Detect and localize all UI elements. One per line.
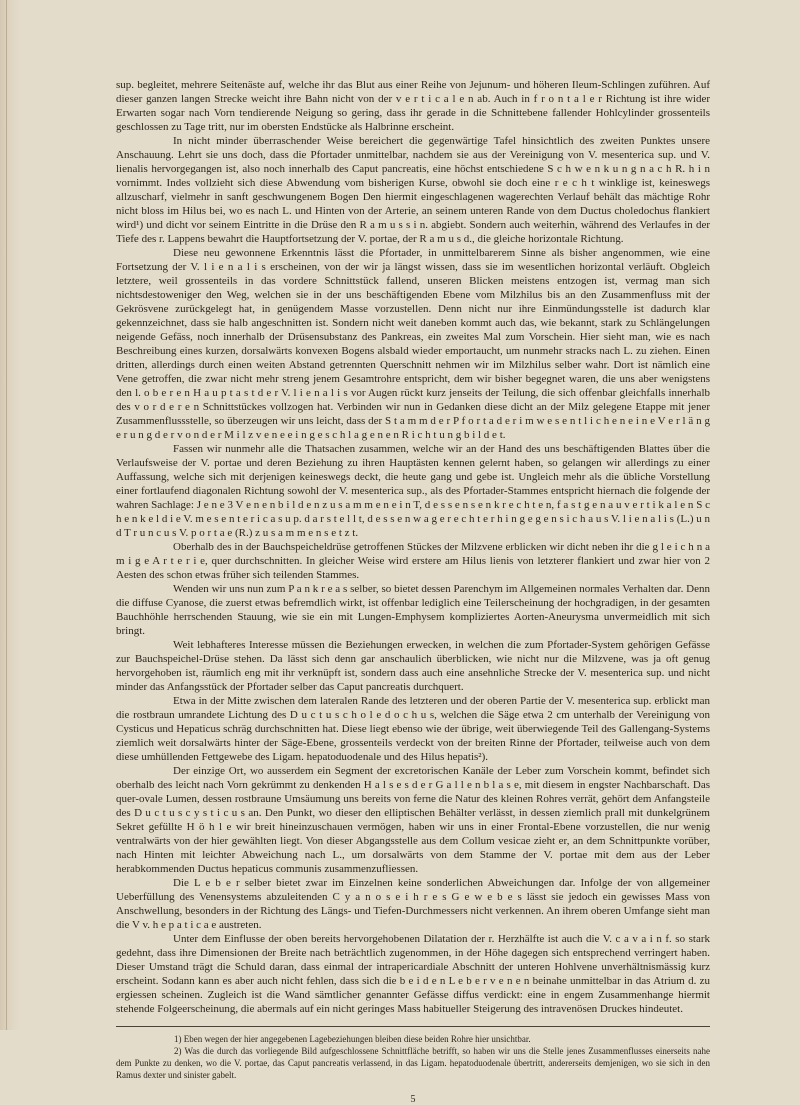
body-text bbox=[116, 78, 710, 1016]
paragraph-6: Wenden wir uns nun zum P a n k r e a s selber, so bietet dessen Parenchym im Allgemeinen normales Verhalten dar. Denn die diffuse Cyanose, die zuerst etwas befremdlich wirkt, ist offenbar lediglich eine Teilerscheinung der hochgradigen, in der gesamten Bauchhöhle herrschenden Stauung, wie sie ein mit Lungen-Emphysem kompliziertes Aorten-Aneurysma unvermeidlich mit sich bringt. bbox=[116, 583, 710, 637]
page-number: 5 bbox=[410, 1094, 416, 1105]
paragraph-4: Fassen wir nunmehr alle die Thatsachen zusammen, welche wir an der Hand des uns beschäftigenden Blattes über die Verlaufsweise der V. portae und deren Beziehung zu ihren Hauptästen kennen gelernt haben, so gelangen wir allerdings zu einer Auffassung, welche sich mit derjenigen keineswegs deckt, die heute gang und gebe ist. Ungleich mehr als die übliche Vorstellung einer fortlaufend diagonalen Richtung sowohl der V. mesenterica sup., als des Pfortader-Stammes entspricht hiernach die folgende der wahren Sachlage: J e n e 3 V e n e n b i l d e n z u s a m m e n e i n T, d e s s e n s e n k r e c h t e n, f a s t g e n a u v e r t i k a l e n S c h e n k e l d i e V. m e s e n t e r i c a s u p. d a r s t e l l t, d e s s e n w a g e r e c h t e r h i n g e g e n s i c h a u s V. l i e n a l i s (L.) u n d T r u n c u s V. p o r t a e (R.) z u s a m m e n s e t z t. bbox=[116, 443, 710, 539]
document-page bbox=[116, 78, 710, 1105]
footnote-1: 1) Eben wegen der hier angegebenen Lagebeziehungen bleiben diese beiden Rohre hier unsichtbar. bbox=[174, 1034, 531, 1044]
paragraph-1: sup. begleitet, mehrere Seitenäste auf, welche ihr das Blut aus einer Reihe von Jejunum- und höheren Ileum-Schlingen zuführen. Auf dieser ganzen langen Strecke weicht ihre Bahn nicht von der v e r t i c a l e n ab. Auch in f r o n t a l e r Richtung ist ihre wider Erwarten sogar nach Vorn tendierende Neigung so gering, dass ihr gerade in die Schnittebene fallender Hohlcylinder grossenteils geschlossen zu Tage tritt, nur im obersten Endstücke als Halbrinne erscheint. bbox=[116, 79, 710, 133]
footnotes bbox=[116, 1033, 710, 1081]
binding-shadow bbox=[0, 0, 20, 1030]
binding-edge bbox=[6, 0, 7, 1030]
paragraph-7: Weit lebhafteres Interesse müssen die Beziehungen erwecken, in welchen die zum Pfortader-System gehörigen Gefässe zur Bauchspeichel-Drüse stehen. Da lässt sich denn gar anschaulich überblicken, wie nicht nur die Milzvene, was ja oft genug hervorgehoben ist, räumlich eng mit ihr verknüpft ist, sondern dass auch eine ansehnliche Strecke der V. mesenterica sup. und nicht minder das Anfangsstück der Pfortader selber das Caput pancreatis durchquert. bbox=[116, 639, 710, 693]
paragraph-11: Unter dem Einflusse der oben bereits hervorgehobenen Dilatation der r. Herzhälfte ist auch die V. c a v a i n f. so stark gedehnt, dass ihre Dimensionen der Breite nach beträchtlich zugenommen, in der Höhe dagegen sich entsprechend verringert haben. Dieser Umstand trägt die Schuld daran, dass einmal der intrapericardiale Abschnitt der unteren Hohlvene unverhältnismässig kurz erscheint. Sodann kann es aber auch nicht fehlen, dass sich die b e i d e n L e b e r v e n e n beinahe unmittelbar in das Atrium d. zu ergiessen scheinen. Zugleich ist die Wand sämtlicher genannter Gefässe diffus verdickt: eine in engem Zusammenhange hiermit stehende Folgeerscheinung, die abermals auf ein nicht geringes Mass habitueller Steigerung des intravenösen Druckes hindeutet. bbox=[116, 933, 710, 1015]
footnote-rule bbox=[116, 1026, 710, 1027]
paragraph-5: Oberhalb des in der Bauchspeicheldrüse getroffenen Stückes der Milzvene erblicken wir dicht neben ihr die g l e i c h n a m i g e A r t e r i e, quer durchschnitten. In gleicher Weise wird erstere am Hilus lienis von letzterer flankiert und zwar hier von 2 Aesten des schon etwas früher sich teilenden Stammes. bbox=[116, 541, 710, 581]
paragraph-3: Diese neu gewonnene Erkenntnis lässt die Pfortader, in unmittelbarerem Sinne als bisher angenommen, wie eine Fortsetzung der V. l i e n a l i s erscheinen, von der wir ja längst wissen, dass sie im wesentlichen horizontal verläuft. Obgleich letztere, weil grossenteils in das vordere Schnittstück fallend, unseren Blicken meistens entzogen ist, vermag man sich nichtsdestoweniger den Weg, welchen sie in der uns beschäftigenden Ebene vom Milzhilus bis an den Zusammenfluss mit der Gekrösvene zurückgelegt hat, in genügendem Masse vorzustellen. Denn nicht nur ihre Einmündungsstelle ist dadurch klar gekennzeichnet, dass sie halb angeschnitten ist. Sondern nicht weit daneben kommt auch das, wie bekannt, stark zu Schlängelungen neigende Gefäss, noch innerhalb der Drüsensubstanz des Pankreas, ein zweites Mal zum Vorschein. Hier sieht man, wie es nach Beschreibung eines kurzen, dorsalwärts konvexen Bogens alsbald wieder emportaucht, um nunmehr stracks nach L. zu ziehen. Einen dritten, allerdings durch einen weiten Abstand getrennten Querschnitt nehmen wir im Milzhilus selber wahr. Dort ist nämlich eine Vene getroffen, die zwar nicht mehr streng jenem Gesamtrohre entspricht, dem wir bisher begegnet waren, die uns aber wenigstens den l. o b e r e n H a u p t a s t d e r V. l i e n a l i s vor Augen rückt kurz jenseits der Teilung, die sich offenbar gleichfalls innerhalb des v o r d e r e n Schnittstückes vollzogen hat. Verbinden wir nun in Gedanken diese dicht an der Milz gelegene Etappe mit jener Zusammenflussstelle, so überzeugen wir uns leicht, dass der S t a m m d e r P f o r t a d e r i m w e s e n t l i c h e n e i n e V e r l ä n g e r u n g d e r v o n d e r M i l z v e n e e i n g e s c h l a g e n e n R i c h t u n g b i l d e t. bbox=[116, 247, 710, 441]
paragraph-2: In nicht minder überraschender Weise bereichert die gegenwärtige Tafel hinsichtlich des zweiten Punktes unsere Anschauung. Lehrt sie uns doch, dass die Pfortader unmittelbar, nachdem sie aus der Vereinigung von V. mesenterica sup. und V. lienalis hervorgegangen ist, also noch innerhalb des Caput pancreatis, eine höchst entschiedene S c h w e n k u n g n a c h R. h i n vornimmt. Indes vollzieht sich diese Abwendung vom bisherigen Kurse, obwohl sie doch eine r e c h t winklige ist, keineswegs allzuscharf, vielmehr in sanft geschwungenem Bogen Den hiermit eingeschlagenen wagerechten Verlauf behält das mächtige Rohr nicht bloss im Hilus bei, wo es nach L. und Hinten von der Arterie, an seinem unteren Rande von dem Ductus choledochus flankiert wird¹) und dicht vor seinem Eintritte in die Drüse den R a m u s s i n. abgiebt. Sondern auch weiterhin, während des Verlaufes in der Tiefe des r. Lappens bewahrt die Hauptfortsetzung der V. portae, der R a m u s d., die gleiche horizontale Richtung. bbox=[116, 135, 710, 245]
footnote-2: 2) Was die durch das vorliegende Bild aufgeschlossene Schnittfläche betrifft, so haben wir uns die Stelle jenes Zusammenflusses einerseits nahe dem Punkte zu denken, wo die V. portae, das Caput pancreatis verlassend, in das Ligam. hepatoduodenale übertritt, andererseits demjenigen, wo sie sich in den Ramus dexter und sinister gabelt. bbox=[116, 1046, 710, 1080]
paragraph-10: Die L e b e r selber bietet zwar im Einzelnen keine sonderlichen Abweichungen dar. Infolge der von allgemeiner Ueberfüllung des Venensystems abzuleitenden C y a n o s e i h r e s G e w e b e s lässt sie jedoch ein gewisses Mass von Anschwellung, besonders in der Richtung des Längs- und Tiefen-Durchmessers nicht verkennen. An ihrem oberen Umfange sieht man die V v. h e p a t i c a e austreten. bbox=[116, 877, 710, 931]
paragraph-8: Etwa in der Mitte zwischen dem lateralen Rande des letzteren und der oberen Partie der V. mesenterica sup. erblickt man die rostbraun umrandete Lichtung des D u c t u s c h o l e d o c h u s, welchen die Säge etwa 2 cm unterhalb der Vereinigung von Cysticus und Hepaticus schräg durchschnitten hat. Diese liegt ebenso wie der übrige, weit überwiegende Teil des Gallengang-Systems ziemlich weit dorsalwärts hinter der Säge-Ebene, grossenteils verdeckt von der breiten Rinne der Pfortader, teilweise auch von dem diese umhüllenden Fettgewebe des Ligam. hepatoduodenale und des Hilus hepatis²). bbox=[116, 695, 710, 763]
paragraph-9: Der einzige Ort, wo ausserdem ein Segment der excretorischen Kanäle der Leber zum Vorschein kommt, befindet sich oberhalb des leicht nach Vorn gekrümmt zu denkenden H a l s e s d e r G a l l e n b l a s e, mit diesem in engster Nachbarschaft. Das quer-ovale Lumen, dessen rostbraune Umsäumung uns bereits von ferne die Natur des kleinen Rohres verrät, gehört dem Anfangsteile des D u c t u s c y s t i c u s an. Den Punkt, wo dieser den elliptischen Behälter verlässt, in dessen ziemlich prall mit dunkelgrünem Sekret gefüllte H ö h l e wir breit hineinzuschauen vermögen, haben wir uns in einer Frontal-Ebene vorzustellen, die nur wenig ventralwärts von der hier gewählten liegt. Von dieser Abgangsstelle aus dem Collum vesicae zieht er, an dem Schnittpunkte vorüber, nach Hinten mit leichter Abweichung nach L., um dorsalwärts von dem Stamme der V. portae mit dem aus der Leber herabkommenden Ductus hepaticus communis zusammenzufliessen. bbox=[116, 765, 710, 875]
